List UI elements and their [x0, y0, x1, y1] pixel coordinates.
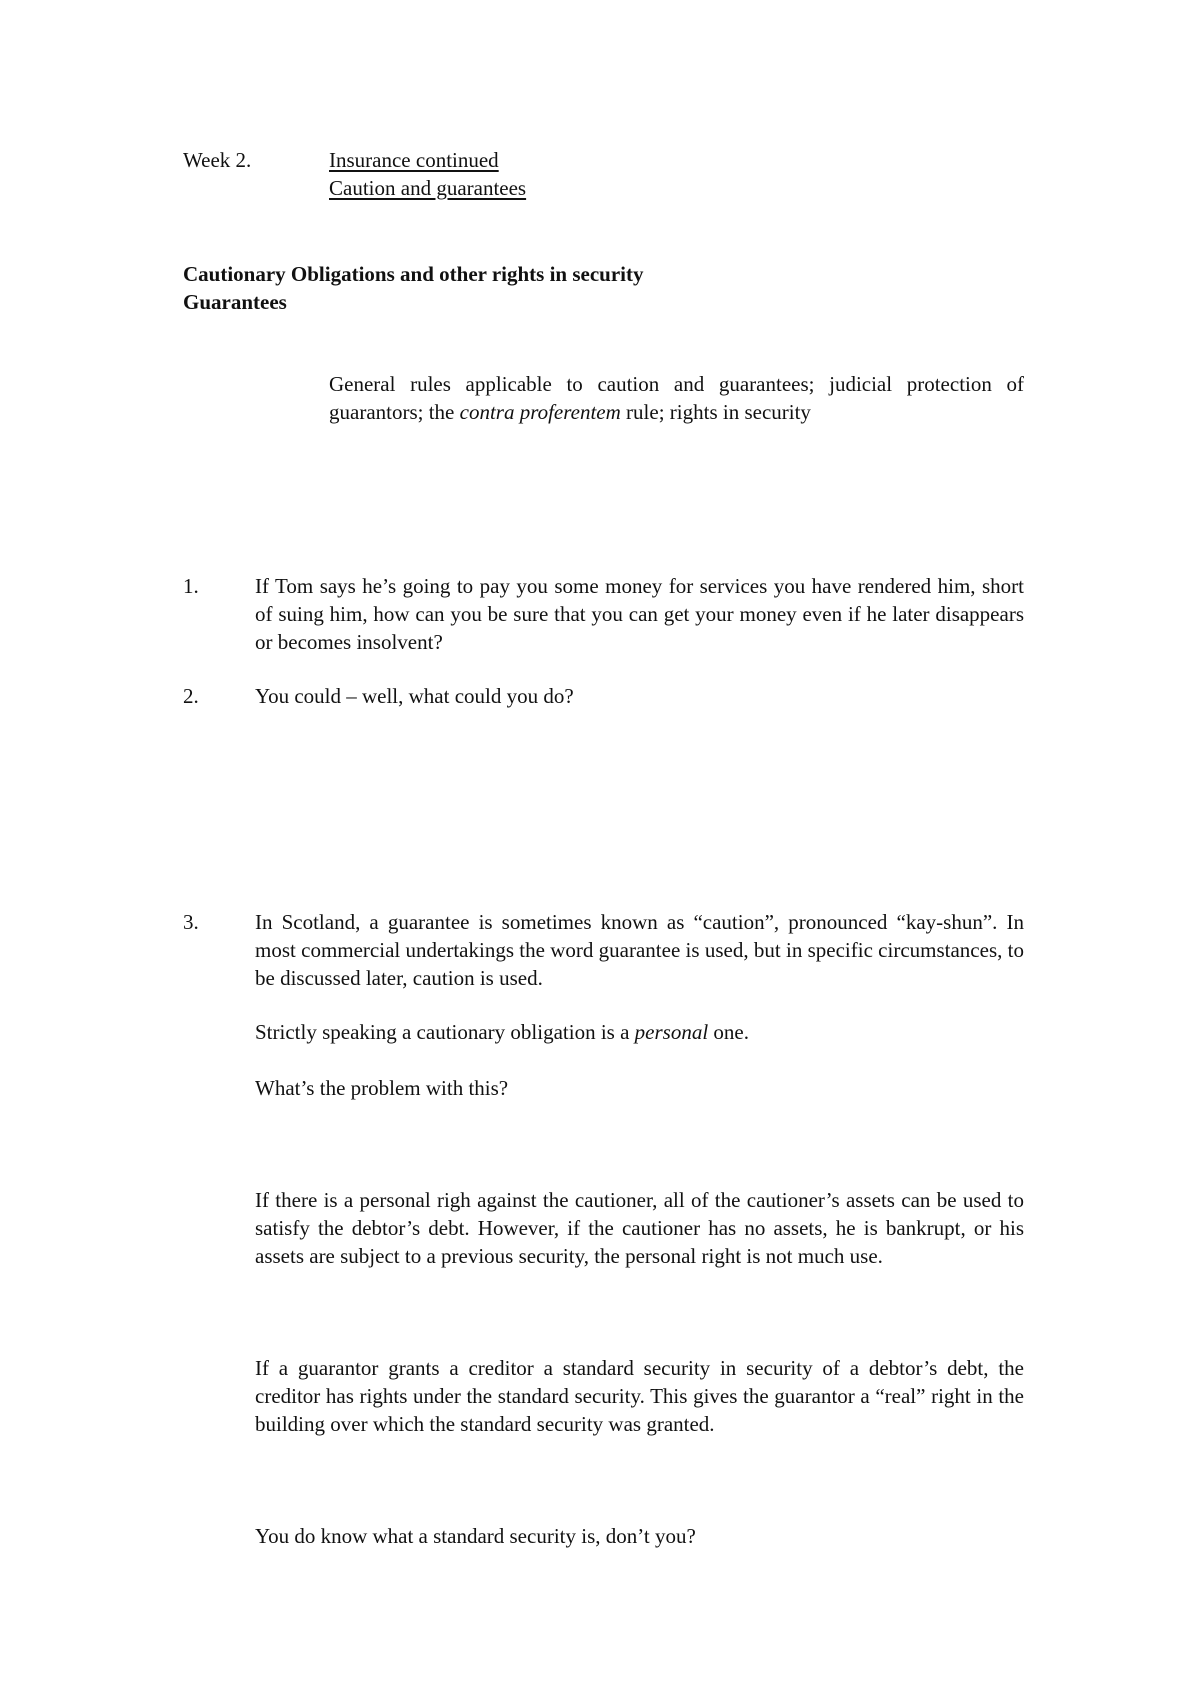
item-3-number: 3.	[183, 910, 199, 934]
week-label: Week 2.	[183, 148, 252, 172]
strictly-italic: personal	[634, 1020, 709, 1044]
summary-italic: contra proferentem	[459, 400, 621, 424]
strictly-part-1: Strictly speaking a cautionary obligation is a	[255, 1020, 635, 1044]
summary-part-2: rule; rights in security	[620, 400, 811, 424]
item-2-text: You could – well, what could you do?	[255, 684, 574, 708]
item-2-number: 2.	[183, 684, 199, 708]
summary-paragraph	[329, 370, 1024, 426]
strictly-speaking-paragraph	[255, 1018, 1024, 1046]
summary-part-1: General rules applicable to caution and guarantees; judicial protection of guarantors; the	[329, 372, 1024, 424]
main-heading: Cautionary Obligations and other rights in security	[183, 262, 644, 286]
strictly-part-2: one.	[708, 1020, 749, 1044]
sub-heading: Guarantees	[183, 290, 287, 314]
item-1-number: 1.	[183, 574, 199, 598]
item-3-text: In Scotland, a guarantee is sometimes known as “caution”, pronounced “kay-shun”. In most commercial undertakings the word guarantee is used, but in specific circumstances, to be discussed later, caution is used.	[255, 910, 1024, 990]
topic-insurance: Insurance continued	[329, 148, 499, 172]
problem-question: What’s the problem with this?	[255, 1076, 509, 1100]
item-1-text: If Tom says he’s going to pay you some money for services you have rendered him, short of suing him, how can you be sure that you can get your money even if he later disappears or becomes insolvent?	[255, 574, 1024, 654]
standard-security-paragraph: If a guarantor grants a creditor a standard security in security of a debtor’s debt, the creditor has rights under the standard security. This gives the guarantor a “real” right in the building over which the standard security was granted.	[255, 1356, 1024, 1436]
personal-right-paragraph: If there is a personal righ against the cautioner, all of the cautioner’s assets can be used to satisfy the debtor’s debt. However, if the cautioner has no assets, he is bankrupt, or his assets are subject to a previous security, the personal right is not much use.	[255, 1188, 1024, 1268]
topic-caution: Caution and guarantees	[329, 176, 527, 200]
standard-security-question: You do know what a standard security is, don’t you?	[255, 1524, 696, 1548]
